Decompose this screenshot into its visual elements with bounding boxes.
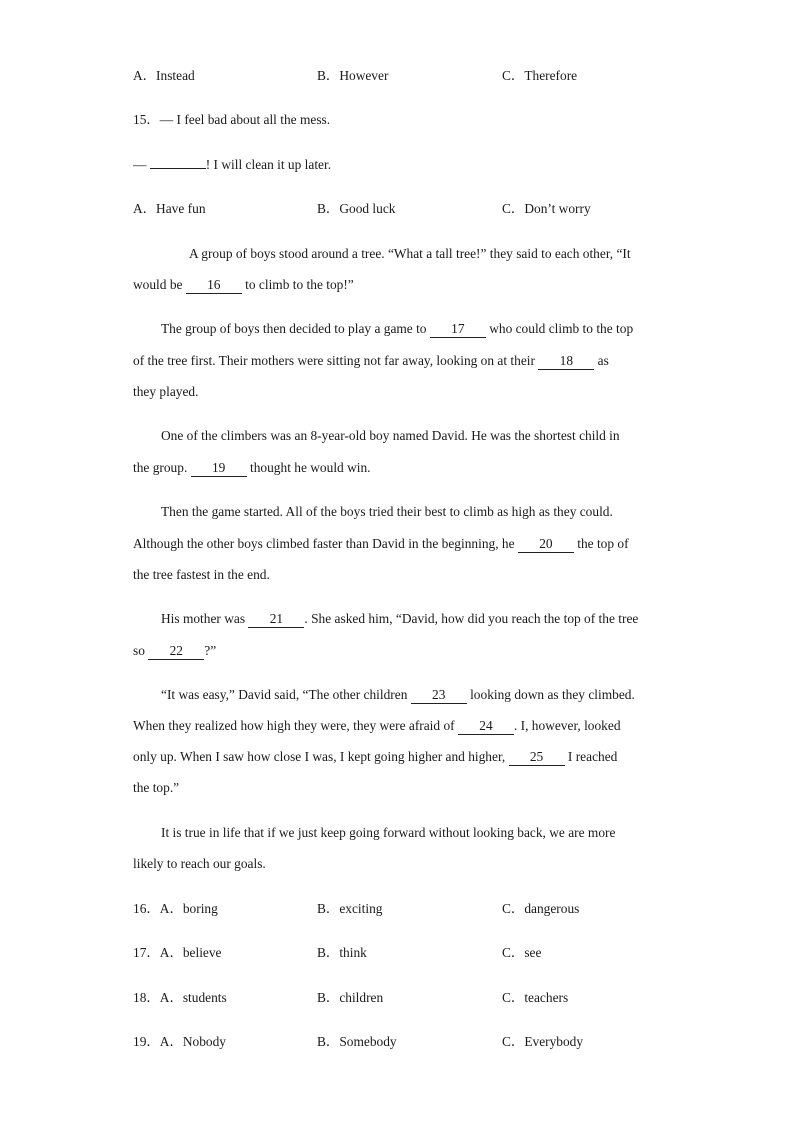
q16-option-c: C．dangerous [502,901,580,916]
q15-option-b: B．Good luck [317,201,396,216]
text: . I, however, looked [513,718,621,733]
blank-19: 19 [191,460,247,477]
q17-option-a: 17．A．believe [133,945,222,960]
q14-option-c: C．Therefore [502,68,578,83]
q19-option-c: C．Everybody [502,1034,584,1049]
text: only up. When I saw how close I was, I kept going higher and higher, [133,749,509,764]
q15-reply-prefix: — [133,157,150,172]
text: Although the other boys climbed faster than David in the beginning, he [133,536,518,551]
q18-option-a: 18．A．students [133,990,227,1005]
p2-line3: they played. [133,384,199,399]
text: to climb to the top!” [241,277,354,292]
text: The group of boys then decided to play a game to [161,321,430,336]
q15-option-a: A．Have fun [133,201,206,216]
text: looking down as they climbed. [466,687,635,702]
blank-16: 16 [186,277,242,294]
text: His mother was [161,611,249,626]
blank-21: 21 [248,611,304,628]
q16-option-a: 16．A．boring [133,901,218,916]
p6-line4: the top.” [133,780,180,795]
q16-option-b: B．exciting [317,901,383,916]
text: ?” [204,643,217,658]
text: I reached [564,749,618,764]
blank-25: 25 [509,749,565,766]
text: thought he would win. [246,460,371,475]
q14-option-b: B．However [317,68,389,83]
blank-22: 22 [148,643,204,660]
p5-line1 [161,610,638,628]
p4-line3: the tree fastest in the end. [133,567,270,582]
p4-line2 [133,535,629,553]
q19-option-a: 19．A．Nobody [133,1034,226,1049]
q19-option-b: B．Somebody [317,1034,397,1049]
p6-line3 [133,748,617,766]
p3-line1: One of the climbers was an 8-year-old boy named David. He was the shortest child in [161,428,620,443]
q17-option-c: C．see [502,945,542,960]
text: the group. [133,460,191,475]
q15-reply-suffix: ! I will clean it up later. [205,157,332,172]
text: the top of [573,536,629,551]
p3-line2 [133,459,371,477]
p1-line2 [133,276,354,294]
q18-option-b: B．children [317,990,384,1005]
blank-18: 18 [538,353,594,370]
text: as [594,353,609,368]
text: who could climb to the top [485,321,634,336]
p6-line1 [161,686,635,704]
blank-24: 24 [458,718,514,735]
q15-option-c: C．Don’t worry [502,201,591,216]
text: When they realized how high they were, they were afraid of [133,718,458,733]
p7-line2: likely to reach our goals. [133,856,266,871]
q17-option-b: B．think [317,945,367,960]
q14-option-a: A．Instead [133,68,195,83]
text: “It was easy,” David said, “The other children [161,687,411,702]
blank-17: 17 [430,321,486,338]
q18-option-c: C．teachers [502,990,569,1005]
q15-stem: 15．— I feel bad about all the mess. [133,112,331,127]
p2-line1 [161,320,633,338]
text: so [133,643,149,658]
p6-line2 [133,717,621,735]
p2-line2 [133,352,609,370]
blank-23: 23 [411,687,467,704]
q15-answer-blank [150,156,206,169]
p4-line1: Then the game started. All of the boys tried their best to climb as high as they could. [161,504,613,519]
blank-20: 20 [518,536,574,553]
p7-line1: It is true in life that if we just keep going forward without looking back, we are more [161,825,616,840]
p5-line2 [133,642,216,660]
text: . She asked him, “David, how did you reach the top of the tree [304,611,639,626]
p1-line1: A group of boys stood around a tree. “What a tall tree!” they said to each other, “It [189,246,631,261]
text: would be [133,277,186,292]
q15-reply [133,156,331,174]
text: of the tree first. Their mothers were sitting not far away, looking on at their [133,353,539,368]
